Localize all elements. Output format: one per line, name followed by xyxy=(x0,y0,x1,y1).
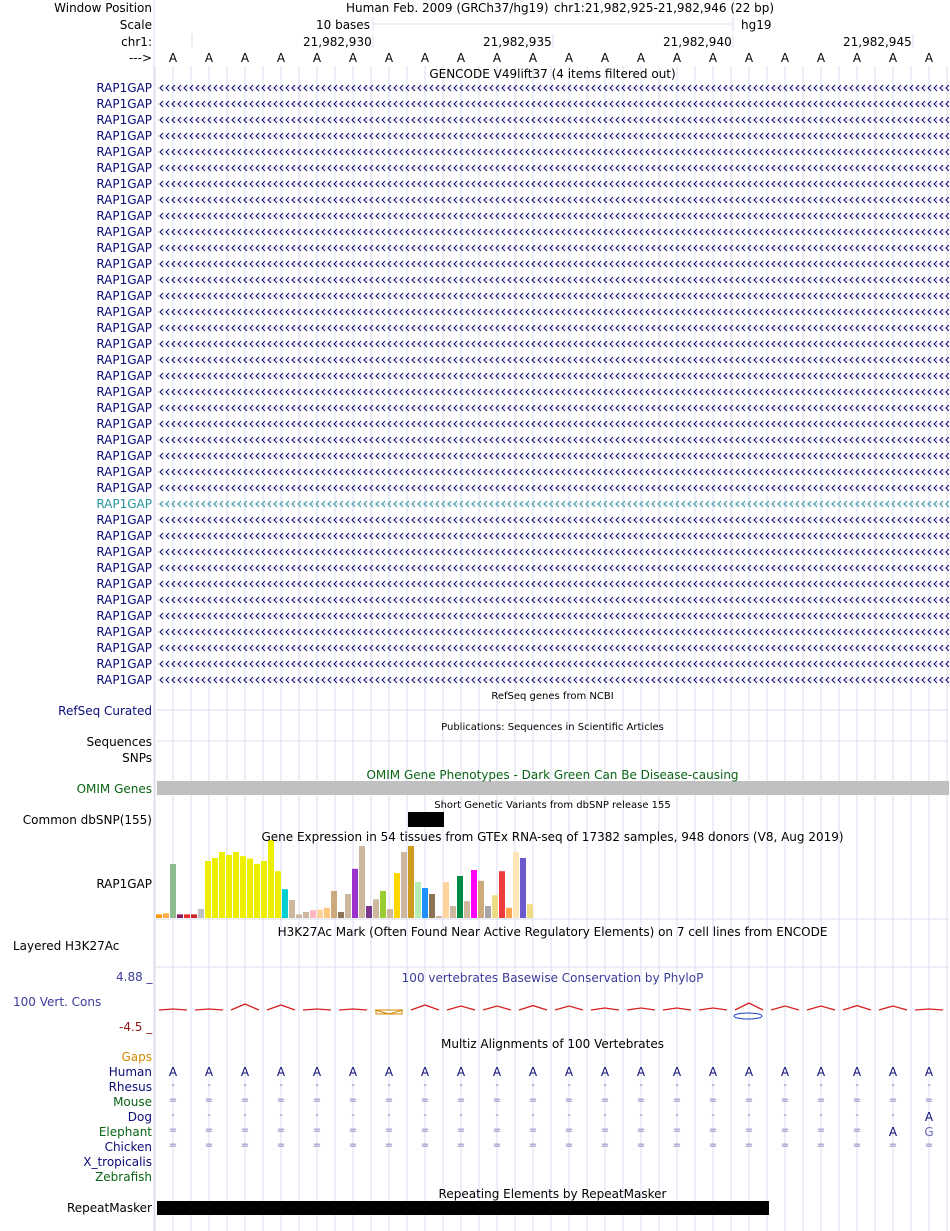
gtex-tissue-bar xyxy=(261,861,267,918)
gtex-tissue-bar xyxy=(303,912,309,918)
alignment-base: A xyxy=(492,1065,502,1079)
gencode-gene-label[interactable]: RAP1GAP xyxy=(96,273,152,287)
gtex-tissue-bar xyxy=(436,916,442,918)
alignment-base: - xyxy=(567,1110,571,1121)
gaps-label: Gaps xyxy=(121,1050,152,1064)
gtex-tissue-bar xyxy=(422,888,428,918)
gtex-tissue-bar xyxy=(366,906,372,918)
alignment-base: = xyxy=(456,1095,466,1106)
alignment-base: = xyxy=(456,1125,466,1136)
dbsnp-label[interactable]: Common dbSNP(155) xyxy=(22,813,152,827)
gtex-tissue-bar xyxy=(394,873,400,918)
gtex-tissue-bar xyxy=(170,864,176,918)
alignment-base: - xyxy=(387,1110,391,1121)
base-letter: A xyxy=(672,51,682,65)
alignment-base: = xyxy=(384,1140,394,1151)
gtex-tissue-bar xyxy=(296,914,302,918)
gtex-tissue-bar xyxy=(352,869,358,918)
base-letter: A xyxy=(348,51,358,65)
gencode-gene-label[interactable]: RAP1GAP xyxy=(96,97,152,111)
base-letter: A xyxy=(816,51,826,65)
alignment-base: - xyxy=(279,1080,283,1091)
gtex-tissue-bar xyxy=(464,901,470,918)
base-letter: A xyxy=(924,51,934,65)
alignment-base: - xyxy=(675,1080,679,1091)
sequences-label[interactable]: Sequences xyxy=(86,735,152,749)
gencode-gene-label[interactable]: RAP1GAP xyxy=(96,481,152,495)
gtex-tissue-bar xyxy=(450,906,456,918)
alignment-base: A xyxy=(240,1065,250,1079)
alignment-base: - xyxy=(351,1080,355,1091)
alignment-base: = xyxy=(456,1140,466,1151)
repeatmasker-title: Repeating Elements by RepeatMasker xyxy=(438,1187,667,1201)
gtex-tissue-bar xyxy=(513,852,519,918)
alignment-base: A xyxy=(312,1065,322,1079)
species-label[interactable]: Rhesus xyxy=(108,1080,152,1094)
gtex-tissue-bar xyxy=(331,891,337,918)
alignment-base: - xyxy=(459,1080,463,1091)
alignment-base: = xyxy=(852,1140,862,1151)
omim-title: OMIM Gene Phenotypes - Dark Green Can Be Disease-causing xyxy=(366,768,739,782)
alignment-base: = xyxy=(528,1125,538,1136)
alignment-base: = xyxy=(672,1095,682,1106)
gtex-tissue-bar xyxy=(219,852,225,918)
species-label[interactable]: Mouse xyxy=(113,1095,152,1109)
snps-label[interactable]: SNPs xyxy=(122,751,152,765)
gencode-gene-label[interactable]: RAP1GAP xyxy=(96,401,152,415)
alignment-base: = xyxy=(564,1140,574,1151)
alignment-base: - xyxy=(531,1080,535,1091)
species-label[interactable]: Chicken xyxy=(104,1140,152,1154)
gtex-tissue-bar xyxy=(387,909,393,918)
gtex-label[interactable]: RAP1GAP xyxy=(96,877,152,891)
alignment-base: - xyxy=(351,1110,355,1121)
gtex-tissue-bar xyxy=(527,904,533,918)
alignment-base: = xyxy=(528,1095,538,1106)
repeatmasker-label[interactable]: RepeatMasker xyxy=(66,1201,152,1215)
gtex-tissue-bar xyxy=(226,855,232,918)
alignment-base: - xyxy=(855,1080,859,1091)
alignment-base: = xyxy=(744,1140,754,1151)
phylop-label[interactable]: 100 Vert. Cons xyxy=(13,995,102,1009)
alignment-base: = xyxy=(816,1095,826,1106)
base-letter: A xyxy=(780,51,790,65)
gtex-tissue-bar xyxy=(289,900,295,918)
alignment-base: A xyxy=(924,1065,934,1079)
gtex-tissue-bar xyxy=(373,899,379,918)
alignment-base: - xyxy=(783,1110,787,1121)
gencode-gene-label[interactable]: RAP1GAP xyxy=(96,353,152,367)
alignment-base: - xyxy=(171,1080,175,1091)
gtex-tissue-bar xyxy=(415,882,421,918)
base-letter: A xyxy=(456,51,466,65)
gtex-tissue-bar xyxy=(240,856,246,918)
species-label[interactable]: X_tropicalis xyxy=(83,1155,152,1169)
base-letter: A xyxy=(852,51,862,65)
dbsnp-title: Short Genetic Variants from dbSNP release 155 xyxy=(434,800,671,811)
alignment-base: = xyxy=(276,1125,286,1136)
base-letter: A xyxy=(312,51,322,65)
base-letter: A xyxy=(420,51,430,65)
gencode-gene-label[interactable]: RAP1GAP xyxy=(96,385,152,399)
species-label[interactable]: Human xyxy=(108,1065,152,1079)
gencode-gene-label[interactable]: RAP1GAP xyxy=(96,657,152,671)
alignment-base: = xyxy=(420,1125,430,1136)
alignment-base: = xyxy=(492,1095,502,1106)
species-label[interactable]: Elephant xyxy=(98,1125,152,1139)
alignment-base: A xyxy=(708,1065,718,1079)
gtex-tissue-bar xyxy=(233,852,239,918)
alignment-base: A xyxy=(276,1065,286,1079)
alignment-base: = xyxy=(528,1140,538,1151)
gencode-gene-label[interactable]: RAP1GAP xyxy=(96,113,152,127)
scale-label: Scale xyxy=(119,18,152,32)
alignment-base: = xyxy=(276,1095,286,1106)
alignment-base: - xyxy=(243,1110,247,1121)
gtex-title: Gene Expression in 54 tissues from GTEx RNA-seq of 17382 samples, 948 donors (V8, Aug 2019) xyxy=(261,830,844,844)
gtex-tissue-bar xyxy=(345,894,351,918)
gencode-gene-label[interactable]: RAP1GAP xyxy=(96,145,152,159)
base-letter: A xyxy=(636,51,646,65)
alignment-base: - xyxy=(315,1080,319,1091)
gtex-tissue-bar xyxy=(163,913,169,918)
gencode-gene-label[interactable]: RAP1GAP xyxy=(96,209,152,223)
gtex-tissue-bar xyxy=(499,871,505,918)
alignment-base: - xyxy=(243,1080,247,1091)
gtex-tissue-bar xyxy=(317,910,323,918)
alignment-base: = xyxy=(312,1125,322,1136)
alignment-base: A xyxy=(168,1065,178,1079)
alignment-base: = xyxy=(924,1095,934,1106)
alignment-base: = xyxy=(492,1125,502,1136)
alignment-base: = xyxy=(600,1095,610,1106)
alignment-base: = xyxy=(672,1125,682,1136)
gencode-gene-label[interactable]: RAP1GAP xyxy=(96,321,152,335)
alignment-base: A xyxy=(744,1065,754,1079)
alignment-base: = xyxy=(168,1140,178,1151)
alignment-base: A xyxy=(816,1065,826,1079)
gencode-gene-label[interactable]: RAP1GAP xyxy=(96,513,152,527)
alignment-base: - xyxy=(747,1080,751,1091)
phylop-max-label: 4.88 _ xyxy=(116,970,153,984)
gtex-tissue-bar xyxy=(184,914,190,918)
gtex-tissue-bar xyxy=(268,840,274,918)
gencode-gene-label[interactable]: RAP1GAP xyxy=(96,305,152,319)
refseq-title: RefSeq genes from NCBI xyxy=(491,691,614,702)
gencode-gene-label[interactable]: RAP1GAP xyxy=(96,593,152,607)
gtex-tissue-bar xyxy=(156,914,162,918)
gtex-tissue-bar xyxy=(492,895,498,918)
gencode-gene-label[interactable]: RAP1GAP xyxy=(96,369,152,383)
alignment-base: = xyxy=(708,1140,718,1151)
base-letter: A xyxy=(564,51,574,65)
alignment-base: - xyxy=(711,1080,715,1091)
alignment-base: A xyxy=(456,1065,466,1079)
gencode-gene-label[interactable]: RAP1GAP xyxy=(96,241,152,255)
ruler-tick-label: 21,982,930 xyxy=(303,35,372,49)
gencode-gene-label[interactable]: RAP1GAP xyxy=(96,529,152,543)
alignment-base: = xyxy=(816,1140,826,1151)
alignment-base: = xyxy=(888,1095,898,1106)
omim-label[interactable]: OMIM Genes xyxy=(76,782,152,796)
gencode-gene-label[interactable]: RAP1GAP xyxy=(96,129,152,143)
gtex-tissue-bar xyxy=(401,852,407,918)
phylop-title: 100 vertebrates Basewise Conservation by PhyloP xyxy=(401,971,704,985)
alignment-base: = xyxy=(924,1140,934,1151)
alignment-base: - xyxy=(495,1080,499,1091)
gencode-gene-label[interactable]: RAP1GAP xyxy=(96,225,152,239)
alignment-base: - xyxy=(603,1080,607,1091)
gtex-tissue-bar xyxy=(212,858,218,918)
alignment-base: = xyxy=(852,1095,862,1106)
alignment-base: = xyxy=(780,1095,790,1106)
base-letter: A xyxy=(240,51,250,65)
gencode-gene-label[interactable]: RAP1GAP xyxy=(96,177,152,191)
alignment-base: A xyxy=(528,1065,538,1079)
alignment-base: = xyxy=(780,1140,790,1151)
alignment-base: - xyxy=(207,1110,211,1121)
gencode-gene-label[interactable]: RAP1GAP xyxy=(96,465,152,479)
gencode-gene-label[interactable]: RAP1GAP xyxy=(96,641,152,655)
gtex-tissue-bar xyxy=(324,908,330,918)
gtex-tissue-bar xyxy=(254,864,260,918)
gencode-gene-label[interactable]: RAP1GAP xyxy=(96,609,152,623)
alignment-base: = xyxy=(240,1125,250,1136)
alignment-base: = xyxy=(636,1125,646,1136)
gtex-tissue-bar xyxy=(310,910,316,918)
alignment-base: = xyxy=(240,1140,250,1151)
window-position-label: Window Position xyxy=(54,1,152,15)
alignment-base: - xyxy=(783,1080,787,1091)
alignment-base: = xyxy=(384,1125,394,1136)
gtex-tissue-bar xyxy=(275,871,281,918)
alignment-base: = xyxy=(780,1125,790,1136)
alignment-base: = xyxy=(564,1125,574,1136)
species-label[interactable]: Zebrafish xyxy=(95,1170,152,1184)
gtex-tissue-bar xyxy=(198,909,204,918)
alignment-base: - xyxy=(891,1110,895,1121)
gtex-tissue-bar xyxy=(485,906,491,918)
base-letter: A xyxy=(276,51,286,65)
gtex-tissue-bar xyxy=(282,889,288,918)
scale-text: 10 bases xyxy=(316,18,370,32)
alignment-base: - xyxy=(279,1110,283,1121)
gtex-tissue-bar xyxy=(520,858,526,918)
alignment-base: = xyxy=(816,1125,826,1136)
alignment-base: = xyxy=(240,1095,250,1106)
alignment-base: - xyxy=(207,1080,211,1091)
alignment-base: A xyxy=(780,1065,790,1079)
base-letter: A xyxy=(528,51,538,65)
gtex-tissue-bar xyxy=(205,861,211,918)
gencode-gene-label[interactable]: RAP1GAP xyxy=(96,497,152,511)
alignment-base: = xyxy=(600,1140,610,1151)
alignment-base: G xyxy=(924,1125,934,1139)
base-letter: A xyxy=(708,51,718,65)
refseq-label[interactable]: RefSeq Curated xyxy=(58,704,152,718)
gencode-gene-label[interactable]: RAP1GAP xyxy=(96,625,152,639)
alignment-base: - xyxy=(315,1110,319,1121)
alignment-base: A xyxy=(348,1065,358,1079)
alignment-base: = xyxy=(348,1095,358,1106)
alignment-base: = xyxy=(312,1095,322,1106)
alignment-base: - xyxy=(603,1110,607,1121)
gencode-gene-label[interactable]: RAP1GAP xyxy=(96,257,152,271)
gtex-tissue-bar xyxy=(478,881,484,918)
alignment-base: A xyxy=(852,1065,862,1079)
gencode-gene-label[interactable]: RAP1GAP xyxy=(96,577,152,591)
gtex-tissue-bar xyxy=(457,876,463,918)
gtex-tissue-bar xyxy=(506,908,512,918)
alignment-base: A xyxy=(420,1065,430,1079)
assembly-text: Human Feb. 2009 (GRCh37/hg19) xyxy=(346,1,549,15)
alignment-base: = xyxy=(708,1125,718,1136)
publications-title: Publications: Sequences in Scientific Articles xyxy=(441,722,664,733)
alignment-base: = xyxy=(744,1095,754,1106)
gencode-gene-label[interactable]: RAP1GAP xyxy=(96,417,152,431)
alignment-base: - xyxy=(387,1080,391,1091)
alignment-base: - xyxy=(567,1080,571,1091)
alignment-base: = xyxy=(636,1095,646,1106)
gtex-tissue-bar xyxy=(177,914,183,918)
alignment-base: - xyxy=(819,1080,823,1091)
gencode-gene-label[interactable]: RAP1GAP xyxy=(96,289,152,303)
gencode-gene-label[interactable]: RAP1GAP xyxy=(96,673,152,687)
alignment-base: - xyxy=(639,1110,643,1121)
alignment-base: - xyxy=(423,1110,427,1121)
alignment-base: - xyxy=(711,1110,715,1121)
alignment-base: = xyxy=(672,1140,682,1151)
phylop-min-label: -4.5 _ xyxy=(119,1020,153,1034)
alignment-base: = xyxy=(168,1125,178,1136)
alignment-base: - xyxy=(171,1110,175,1121)
gtex-tissue-bar xyxy=(429,894,435,918)
species-label[interactable]: Dog xyxy=(127,1110,152,1124)
gencode-title: GENCODE V49lift37 (4 items filtered out) xyxy=(429,67,676,81)
alignment-base: - xyxy=(423,1080,427,1091)
gencode-gene-label[interactable]: RAP1GAP xyxy=(96,337,152,351)
alignment-base: A xyxy=(636,1065,646,1079)
ruler-tick-label: 21,982,945 xyxy=(843,35,912,49)
base-letter: A xyxy=(888,51,898,65)
base-letter: A xyxy=(744,51,754,65)
alignment-base: = xyxy=(420,1095,430,1106)
alignment-base: = xyxy=(708,1095,718,1106)
alignment-base: = xyxy=(420,1140,430,1151)
gtex-tissue-bar xyxy=(380,891,386,918)
ruler-tick-label: 21,982,940 xyxy=(663,35,732,49)
strand-label: ---> xyxy=(128,51,152,65)
alignment-base: - xyxy=(927,1080,931,1091)
ruler-tick-label: 21,982,935 xyxy=(483,35,552,49)
alignment-base: A xyxy=(672,1065,682,1079)
gencode-gene-label[interactable]: RAP1GAP xyxy=(96,81,152,95)
alignment-base: A xyxy=(204,1065,214,1079)
alignment-base: - xyxy=(891,1080,895,1091)
alignment-base: - xyxy=(747,1110,751,1121)
alignment-base: A xyxy=(888,1065,898,1079)
alignment-base: A xyxy=(564,1065,574,1079)
db-text: hg19 xyxy=(741,18,772,32)
chrom-label: chr1: xyxy=(121,35,152,49)
alignment-base: = xyxy=(204,1125,214,1136)
alignment-base: A xyxy=(384,1065,394,1079)
gtex-tissue-bar xyxy=(471,870,477,918)
alignment-base: = xyxy=(744,1125,754,1136)
gtex-tissue-bar xyxy=(359,846,365,918)
gtex-tissue-bar xyxy=(443,882,449,918)
alignment-base: - xyxy=(675,1110,679,1121)
gtex-tissue-bar xyxy=(338,912,344,918)
base-letter: A xyxy=(600,51,610,65)
alignment-base: = xyxy=(348,1140,358,1151)
gencode-gene-label[interactable]: RAP1GAP xyxy=(96,545,152,559)
base-letter: A xyxy=(384,51,394,65)
gencode-gene-label[interactable]: RAP1GAP xyxy=(96,433,152,447)
alignment-base: - xyxy=(819,1110,823,1121)
alignment-base: = xyxy=(168,1095,178,1106)
alignment-base: - xyxy=(855,1110,859,1121)
alignment-base: = xyxy=(276,1140,286,1151)
alignment-base: - xyxy=(495,1110,499,1121)
alignment-base: = xyxy=(312,1140,322,1151)
alignment-base: A xyxy=(600,1065,610,1079)
alignment-base: = xyxy=(384,1095,394,1106)
alignment-base: = xyxy=(564,1095,574,1106)
h3k27ac-title: H3K27Ac Mark (Often Found Near Active Regulatory Elements) on 7 cell lines from ENCODE xyxy=(277,925,828,939)
gencode-gene-label[interactable]: RAP1GAP xyxy=(96,161,152,175)
alignment-base: - xyxy=(459,1110,463,1121)
h3k27ac-label[interactable]: Layered H3K27Ac xyxy=(13,939,120,953)
alignment-base: = xyxy=(204,1095,214,1106)
alignment-base: - xyxy=(639,1080,643,1091)
alignment-base: - xyxy=(531,1110,535,1121)
alignment-base: A xyxy=(924,1110,934,1124)
gencode-gene-label[interactable]: RAP1GAP xyxy=(96,561,152,575)
gencode-gene-label[interactable]: RAP1GAP xyxy=(96,449,152,463)
alignment-base: = xyxy=(852,1125,862,1136)
alignment-base: = xyxy=(600,1125,610,1136)
alignment-base: A xyxy=(888,1125,898,1139)
alignment-base: = xyxy=(888,1140,898,1151)
gencode-gene-label[interactable]: RAP1GAP xyxy=(96,193,152,207)
alignment-base: = xyxy=(204,1140,214,1151)
alignment-base: = xyxy=(492,1140,502,1151)
gtex-tissue-bar xyxy=(408,846,414,918)
base-letter: A xyxy=(168,51,178,65)
multiz-title: Multiz Alignments of 100 Vertebrates xyxy=(440,1037,665,1051)
position-text: chr1:21,982,925-21,982,946 (22 bp) xyxy=(554,1,775,15)
alignment-base: = xyxy=(348,1125,358,1136)
base-letter: A xyxy=(492,51,502,65)
alignment-base: = xyxy=(636,1140,646,1151)
gtex-tissue-bar xyxy=(191,914,197,918)
gtex-tissue-bar xyxy=(247,859,253,918)
base-letter: A xyxy=(204,51,214,65)
